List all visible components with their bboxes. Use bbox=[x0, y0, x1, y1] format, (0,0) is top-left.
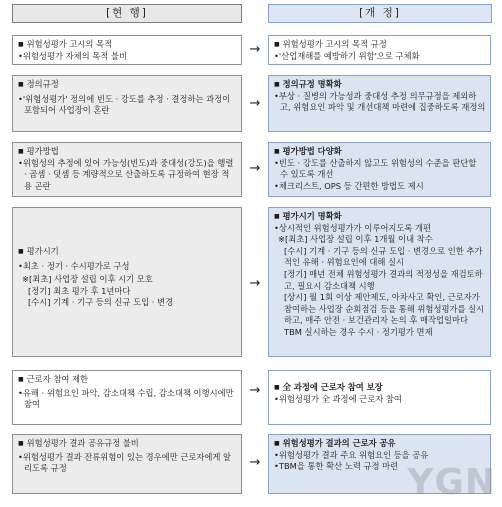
revised-definition-box bbox=[268, 75, 491, 132]
revised-timing-sub-1: ※[최초] 사업장 설립 이후 1개월 이내 착수 bbox=[278, 234, 433, 245]
header-revised: [개 정] bbox=[268, 4, 492, 23]
revised-timing-box bbox=[268, 207, 491, 357]
revised-timing-sub-2: [수시] 기계 · 기구 등의 신규 도입 · 변경으로 인한 추가적인 유해 · 위험요인에 대해 실시 bbox=[284, 245, 483, 268]
current-method-box bbox=[12, 142, 242, 197]
current-sharing-box bbox=[12, 434, 242, 494]
arrow-right-icon: → bbox=[249, 161, 261, 176]
current-timing-sub-3: [수시] 기계 · 기구 등의 신규 도입 · 변경 bbox=[28, 297, 174, 308]
revised-participation-title: 全 과정에 근로자 참여 보장 bbox=[282, 382, 383, 392]
square-bullet-icon: ■ bbox=[274, 384, 280, 391]
square-bullet-icon: ■ bbox=[274, 81, 280, 88]
square-bullet-icon: ■ bbox=[18, 440, 24, 447]
current-definition-title: 정의규정 bbox=[26, 79, 59, 89]
square-bullet-icon: ■ bbox=[18, 41, 24, 48]
revised-definition-line: •부상 · 질병의 가능성과 중대성 추정 의무규정을 제외하고, 위험요인 파악 및 개선대책 마련에 집중하도록 재정의 bbox=[274, 90, 486, 113]
revised-sharing-line-2: •TBM을 통한 확산 노력 규정 마련 bbox=[274, 461, 399, 472]
current-participation-box bbox=[12, 370, 242, 425]
current-method-title: 평가방법 bbox=[26, 146, 59, 156]
watermark-logo: YGN bbox=[407, 462, 496, 503]
current-definition-line: •'위험성평가' 정의에 빈도 · 강도를 추정 · 결정하는 과정이 포함되어 사업장이 혼란 bbox=[18, 93, 231, 116]
revised-sharing-line-1: •위험성평가 결과 주요 위험요인 등을 공유 bbox=[274, 449, 429, 460]
current-participation-title: 근로자 참여 제한 bbox=[26, 374, 89, 384]
arrow-right-icon: → bbox=[249, 383, 261, 398]
current-sharing-line: •위험성평가 결과 잔류위험이 있는 경우에만 근로자에게 알리도록 규정 bbox=[18, 451, 232, 474]
current-purpose-title: 위험성평가 고시의 목적 bbox=[26, 39, 113, 49]
current-definition-box bbox=[12, 75, 242, 132]
square-bullet-icon: ■ bbox=[18, 148, 24, 155]
revised-timing-line: •상시적인 위험성평가가 이루어지도록 개편 bbox=[274, 222, 432, 233]
current-timing-title: 평가시기 bbox=[26, 246, 59, 256]
revised-method-title: 평가방법 다양화 bbox=[282, 146, 342, 156]
square-bullet-icon: ■ bbox=[18, 376, 24, 383]
revised-method-line-1: •빈도 · 강도를 산출하지 않고도 위험성의 수준을 판단할 수 있도록 개선 bbox=[274, 157, 477, 180]
revised-method-box bbox=[268, 142, 491, 197]
current-purpose-line: •위험성평가 자체의 목적 불비 bbox=[18, 50, 127, 61]
square-bullet-icon: ■ bbox=[274, 148, 280, 155]
arrow-right-icon: → bbox=[249, 96, 261, 111]
revised-timing-title: 평가시기 명확화 bbox=[282, 211, 342, 221]
current-timing-sub-2: [정기] 최초 평가 후 1년마다 bbox=[28, 285, 131, 296]
revised-purpose-title: 위험성평가 고시의 목적 규정 bbox=[282, 39, 387, 49]
square-bullet-icon: ■ bbox=[274, 213, 280, 220]
revised-participation-line: •위험성평가 全 과정에 근로자 참여 bbox=[274, 393, 402, 404]
revised-definition-title: 정의규정 명확화 bbox=[282, 79, 342, 89]
arrow-right-icon: → bbox=[249, 276, 261, 291]
current-sharing-title: 위험성평가 결과 공유규정 불비 bbox=[26, 438, 139, 448]
current-participation-line: •유해 · 위험요인 파악, 감소대책 수립, 감소대책 이행시에만 참여 bbox=[18, 387, 234, 410]
current-purpose-box bbox=[12, 35, 242, 65]
arrow-right-icon: → bbox=[249, 455, 261, 470]
revised-timing-sub-3: [정기] 매년 전체 위험성평가 결과의 적정성을 재검토하고, 필요시 감소대책 시행 bbox=[284, 268, 483, 291]
revised-method-line-2: •체크리스트, OPS 등 간편한 방법도 제시 bbox=[274, 180, 424, 191]
current-timing-sub-1: ※[최초] 사업장 설립 이후 시기 모호 bbox=[22, 274, 153, 285]
revised-purpose-line: •'산업재해를 예방하기 위함'으로 구체화 bbox=[274, 50, 420, 61]
arrow-right-icon: → bbox=[249, 42, 261, 57]
header-current: [현 행] bbox=[12, 4, 242, 23]
revised-participation-box bbox=[268, 370, 491, 425]
square-bullet-icon: ■ bbox=[18, 81, 24, 88]
square-bullet-icon: ■ bbox=[274, 440, 280, 447]
revised-purpose-box bbox=[268, 35, 491, 65]
revised-sharing-title: 위험성평가 결과의 근로자 공유 bbox=[282, 438, 396, 448]
revised-timing-sub-4: [상시] 월 1회 이상 제안제도, 아차사고 확인, 근로자가 참여하는 사업장 순회점검 등을 통해 위험성평가를 실시하고, 매주 안전 · 보건관리자 논의 후 매작업일마다 TBM 실시하는 경우 수시 · 정기평가 면제 bbox=[284, 292, 485, 337]
square-bullet-icon: ■ bbox=[274, 41, 280, 48]
current-timing-box bbox=[12, 207, 242, 357]
current-timing-line: •최초 · 정기 · 수시평가로 구성 bbox=[18, 260, 130, 271]
square-bullet-icon: ■ bbox=[18, 248, 24, 255]
current-method-line: •위험성의 추정에 있어 가능성(빈도)과 중대성(강도)을 행렬 · 곱셈 · 덧셈 등 계량적으로 산출하도록 규정하여 현장 적용 곤란 bbox=[18, 157, 234, 191]
